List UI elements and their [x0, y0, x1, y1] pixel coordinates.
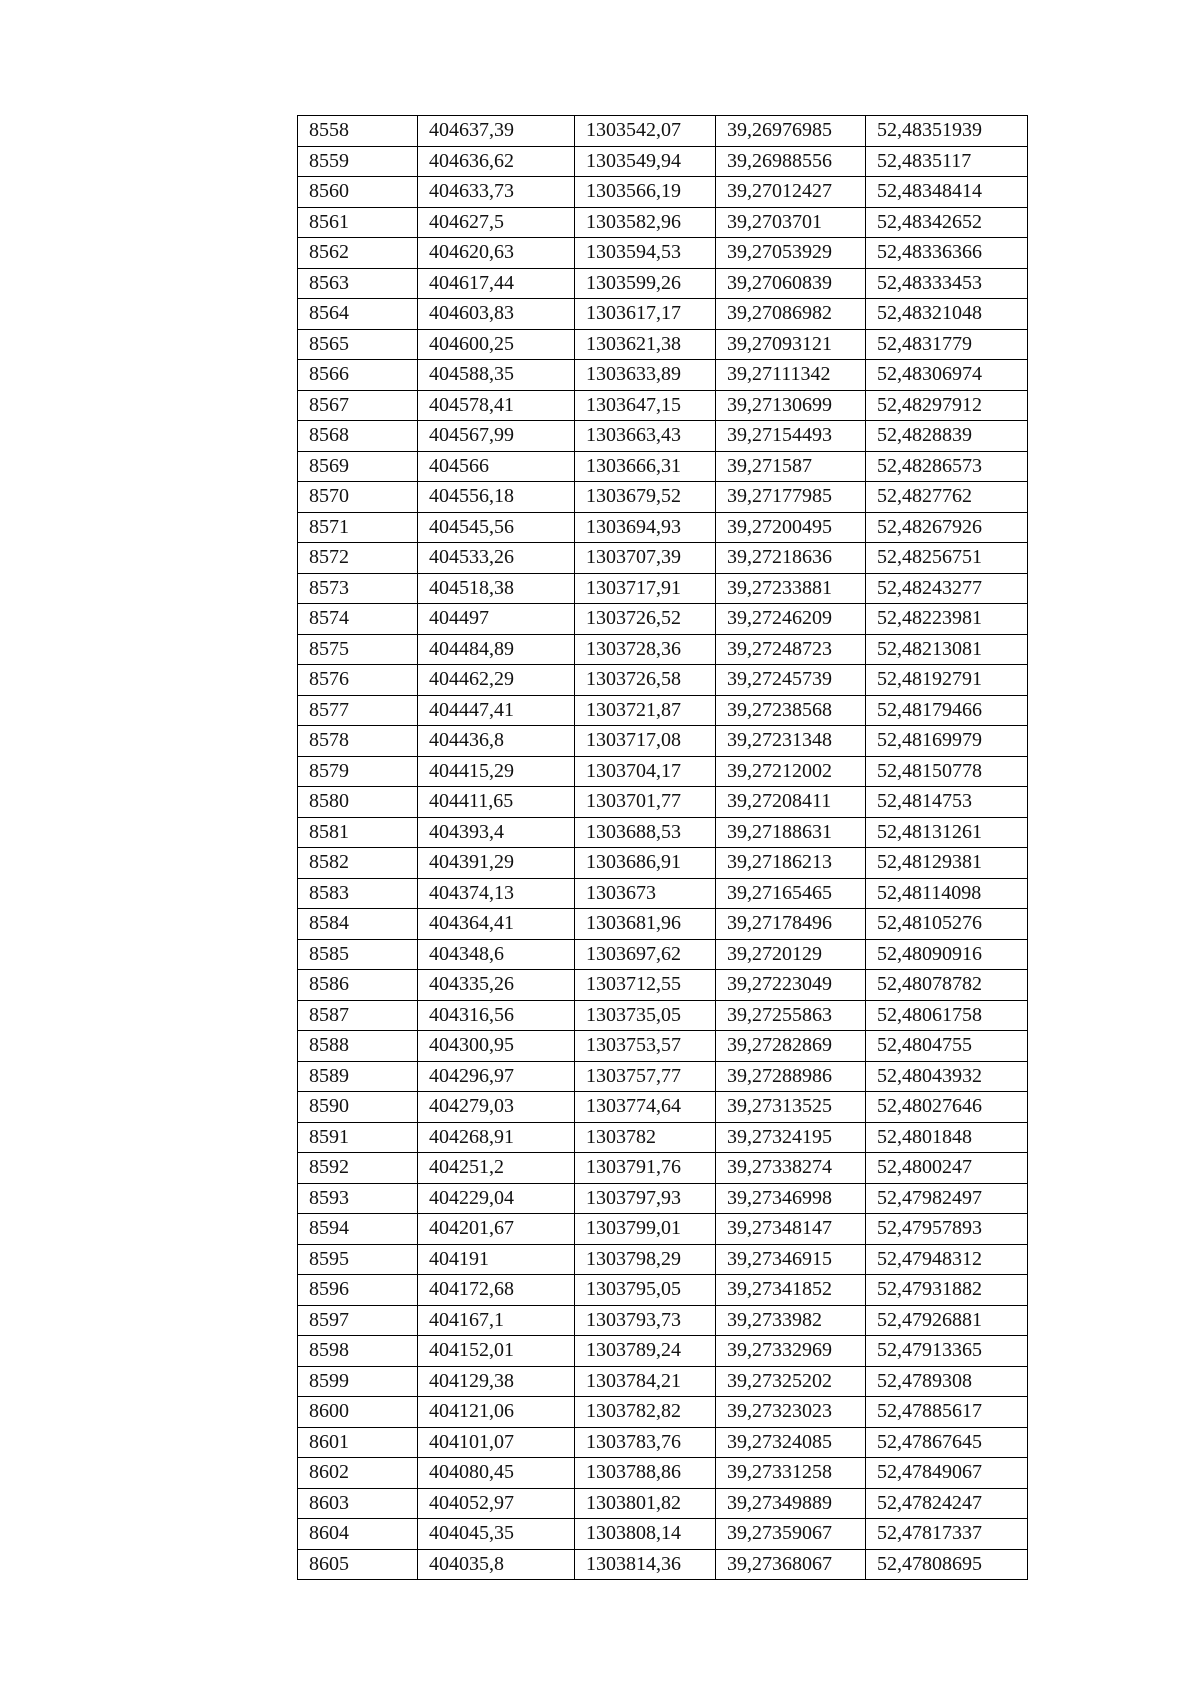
latitude-cell: 52,4814753 — [866, 787, 1028, 818]
y-coordinate-cell: 1303788,86 — [575, 1458, 716, 1489]
point-number-cell: 8576 — [298, 665, 418, 696]
longitude-cell: 39,27324085 — [716, 1427, 866, 1458]
latitude-cell: 52,48333453 — [866, 268, 1028, 299]
x-coordinate-cell: 404462,29 — [418, 665, 575, 696]
y-coordinate-cell: 1303621,38 — [575, 329, 716, 360]
table-row — [298, 970, 1028, 1001]
longitude-cell: 39,27218636 — [716, 543, 866, 574]
longitude-cell: 39,27325202 — [716, 1366, 866, 1397]
latitude-cell: 52,48306974 — [866, 360, 1028, 391]
y-coordinate-cell: 1303686,91 — [575, 848, 716, 879]
latitude-cell: 52,48348414 — [866, 177, 1028, 208]
latitude-cell: 52,48336366 — [866, 238, 1028, 269]
longitude-cell: 39,27246209 — [716, 604, 866, 635]
longitude-cell: 39,27060839 — [716, 268, 866, 299]
point-number-cell: 8594 — [298, 1214, 418, 1245]
y-coordinate-cell: 1303633,89 — [575, 360, 716, 391]
y-coordinate-cell: 1303617,17 — [575, 299, 716, 330]
table-row — [298, 1397, 1028, 1428]
latitude-cell: 52,47926881 — [866, 1305, 1028, 1336]
point-number-cell: 8563 — [298, 268, 418, 299]
table-row — [298, 390, 1028, 421]
latitude-cell: 52,4804755 — [866, 1031, 1028, 1062]
y-coordinate-cell: 1303789,24 — [575, 1336, 716, 1367]
point-number-cell: 8562 — [298, 238, 418, 269]
latitude-cell: 52,47885617 — [866, 1397, 1028, 1428]
longitude-cell: 39,27188631 — [716, 817, 866, 848]
latitude-cell: 52,47948312 — [866, 1244, 1028, 1275]
latitude-cell: 52,48090916 — [866, 939, 1028, 970]
latitude-cell: 52,4828839 — [866, 421, 1028, 452]
table-row — [298, 1427, 1028, 1458]
table-row — [298, 695, 1028, 726]
latitude-cell: 52,48267926 — [866, 512, 1028, 543]
x-coordinate-cell: 404484,89 — [418, 634, 575, 665]
point-number-cell: 8569 — [298, 451, 418, 482]
y-coordinate-cell: 1303726,58 — [575, 665, 716, 696]
latitude-cell: 52,48027646 — [866, 1092, 1028, 1123]
y-coordinate-cell: 1303795,05 — [575, 1275, 716, 1306]
x-coordinate-cell: 404052,97 — [418, 1488, 575, 1519]
longitude-cell: 39,27053929 — [716, 238, 866, 269]
latitude-cell: 52,48321048 — [866, 299, 1028, 330]
latitude-cell: 52,48213081 — [866, 634, 1028, 665]
point-number-cell: 8575 — [298, 634, 418, 665]
longitude-cell: 39,27338274 — [716, 1153, 866, 1184]
table-row — [298, 1031, 1028, 1062]
point-number-cell: 8591 — [298, 1122, 418, 1153]
x-coordinate-cell: 404201,67 — [418, 1214, 575, 1245]
x-coordinate-cell: 404497 — [418, 604, 575, 635]
y-coordinate-cell: 1303712,55 — [575, 970, 716, 1001]
longitude-cell: 39,27341852 — [716, 1275, 866, 1306]
latitude-cell: 52,47867645 — [866, 1427, 1028, 1458]
table-row — [298, 360, 1028, 391]
y-coordinate-cell: 1303673 — [575, 878, 716, 909]
latitude-cell: 52,48342652 — [866, 207, 1028, 238]
coordinates-table-body — [298, 116, 1028, 1580]
x-coordinate-cell: 404364,41 — [418, 909, 575, 940]
latitude-cell: 52,4831779 — [866, 329, 1028, 360]
y-coordinate-cell: 1303566,19 — [575, 177, 716, 208]
table-row — [298, 848, 1028, 879]
y-coordinate-cell: 1303701,77 — [575, 787, 716, 818]
latitude-cell: 52,48105276 — [866, 909, 1028, 940]
point-number-cell: 8581 — [298, 817, 418, 848]
longitude-cell: 39,27346998 — [716, 1183, 866, 1214]
table-row — [298, 421, 1028, 452]
x-coordinate-cell: 404545,56 — [418, 512, 575, 543]
point-number-cell: 8558 — [298, 116, 418, 147]
latitude-cell: 52,4789308 — [866, 1366, 1028, 1397]
longitude-cell: 39,27223049 — [716, 970, 866, 1001]
longitude-cell: 39,26988556 — [716, 146, 866, 177]
point-number-cell: 8573 — [298, 573, 418, 604]
longitude-cell: 39,27255863 — [716, 1000, 866, 1031]
x-coordinate-cell: 404637,39 — [418, 116, 575, 147]
longitude-cell: 39,2720129 — [716, 939, 866, 970]
x-coordinate-cell: 404436,8 — [418, 726, 575, 757]
longitude-cell: 39,27165465 — [716, 878, 866, 909]
longitude-cell: 39,27208411 — [716, 787, 866, 818]
latitude-cell: 52,47849067 — [866, 1458, 1028, 1489]
latitude-cell: 52,48243277 — [866, 573, 1028, 604]
latitude-cell: 52,48061758 — [866, 1000, 1028, 1031]
y-coordinate-cell: 1303784,21 — [575, 1366, 716, 1397]
y-coordinate-cell: 1303707,39 — [575, 543, 716, 574]
point-number-cell: 8592 — [298, 1153, 418, 1184]
point-number-cell: 8561 — [298, 207, 418, 238]
table-row — [298, 939, 1028, 970]
y-coordinate-cell: 1303647,15 — [575, 390, 716, 421]
y-coordinate-cell: 1303679,52 — [575, 482, 716, 513]
x-coordinate-cell: 404172,68 — [418, 1275, 575, 1306]
point-number-cell: 8560 — [298, 177, 418, 208]
point-number-cell: 8572 — [298, 543, 418, 574]
table-row — [298, 268, 1028, 299]
point-number-cell: 8604 — [298, 1519, 418, 1550]
table-row — [298, 1214, 1028, 1245]
table-row — [298, 1488, 1028, 1519]
point-number-cell: 8603 — [298, 1488, 418, 1519]
longitude-cell: 39,2733982 — [716, 1305, 866, 1336]
longitude-cell: 39,27186213 — [716, 848, 866, 879]
point-number-cell: 8582 — [298, 848, 418, 879]
longitude-cell: 39,27154493 — [716, 421, 866, 452]
x-coordinate-cell: 404035,8 — [418, 1549, 575, 1580]
table-row — [298, 146, 1028, 177]
x-coordinate-cell: 404300,95 — [418, 1031, 575, 1062]
x-coordinate-cell: 404518,38 — [418, 573, 575, 604]
point-number-cell: 8568 — [298, 421, 418, 452]
x-coordinate-cell: 404348,6 — [418, 939, 575, 970]
longitude-cell: 39,27238568 — [716, 695, 866, 726]
table-row — [298, 177, 1028, 208]
y-coordinate-cell: 1303717,08 — [575, 726, 716, 757]
longitude-cell: 39,27178496 — [716, 909, 866, 940]
y-coordinate-cell: 1303666,31 — [575, 451, 716, 482]
point-number-cell: 8589 — [298, 1061, 418, 1092]
point-number-cell: 8586 — [298, 970, 418, 1001]
longitude-cell: 39,27177985 — [716, 482, 866, 513]
y-coordinate-cell: 1303814,36 — [575, 1549, 716, 1580]
table-row — [298, 512, 1028, 543]
point-number-cell: 8593 — [298, 1183, 418, 1214]
x-coordinate-cell: 404191 — [418, 1244, 575, 1275]
x-coordinate-cell: 404411,65 — [418, 787, 575, 818]
x-coordinate-cell: 404229,04 — [418, 1183, 575, 1214]
table-row — [298, 573, 1028, 604]
x-coordinate-cell: 404101,07 — [418, 1427, 575, 1458]
table-row — [298, 1183, 1028, 1214]
latitude-cell: 52,48297912 — [866, 390, 1028, 421]
latitude-cell: 52,48114098 — [866, 878, 1028, 909]
point-number-cell: 8598 — [298, 1336, 418, 1367]
y-coordinate-cell: 1303688,53 — [575, 817, 716, 848]
y-coordinate-cell: 1303599,26 — [575, 268, 716, 299]
y-coordinate-cell: 1303798,29 — [575, 1244, 716, 1275]
table-row — [298, 299, 1028, 330]
table-row — [298, 1061, 1028, 1092]
x-coordinate-cell: 404617,44 — [418, 268, 575, 299]
point-number-cell: 8580 — [298, 787, 418, 818]
longitude-cell: 39,27359067 — [716, 1519, 866, 1550]
y-coordinate-cell: 1303735,05 — [575, 1000, 716, 1031]
x-coordinate-cell: 404391,29 — [418, 848, 575, 879]
latitude-cell: 52,48179466 — [866, 695, 1028, 726]
longitude-cell: 39,27111342 — [716, 360, 866, 391]
longitude-cell: 39,27231348 — [716, 726, 866, 757]
latitude-cell: 52,47982497 — [866, 1183, 1028, 1214]
y-coordinate-cell: 1303728,36 — [575, 634, 716, 665]
x-coordinate-cell: 404279,03 — [418, 1092, 575, 1123]
latitude-cell: 52,48223981 — [866, 604, 1028, 635]
x-coordinate-cell: 404296,97 — [418, 1061, 575, 1092]
point-number-cell: 8578 — [298, 726, 418, 757]
longitude-cell: 39,271587 — [716, 451, 866, 482]
point-number-cell: 8599 — [298, 1366, 418, 1397]
table-row — [298, 329, 1028, 360]
point-number-cell: 8605 — [298, 1549, 418, 1580]
point-number-cell: 8559 — [298, 146, 418, 177]
latitude-cell: 52,47808695 — [866, 1549, 1028, 1580]
x-coordinate-cell: 404620,63 — [418, 238, 575, 269]
longitude-cell: 39,27288986 — [716, 1061, 866, 1092]
longitude-cell: 39,27248723 — [716, 634, 866, 665]
latitude-cell: 52,48169979 — [866, 726, 1028, 757]
latitude-cell: 52,4801848 — [866, 1122, 1028, 1153]
table-row — [298, 878, 1028, 909]
x-coordinate-cell: 404578,41 — [418, 390, 575, 421]
y-coordinate-cell: 1303783,76 — [575, 1427, 716, 1458]
point-number-cell: 8567 — [298, 390, 418, 421]
y-coordinate-cell: 1303704,17 — [575, 756, 716, 787]
table-row — [298, 634, 1028, 665]
longitude-cell: 39,27012427 — [716, 177, 866, 208]
longitude-cell: 39,27200495 — [716, 512, 866, 543]
x-coordinate-cell: 404045,35 — [418, 1519, 575, 1550]
table-row — [298, 909, 1028, 940]
point-number-cell: 8571 — [298, 512, 418, 543]
longitude-cell: 39,2703701 — [716, 207, 866, 238]
y-coordinate-cell: 1303782,82 — [575, 1397, 716, 1428]
latitude-cell: 52,48351939 — [866, 116, 1028, 147]
longitude-cell: 39,27245739 — [716, 665, 866, 696]
table-row — [298, 756, 1028, 787]
latitude-cell: 52,47913365 — [866, 1336, 1028, 1367]
y-coordinate-cell: 1303694,93 — [575, 512, 716, 543]
point-number-cell: 8585 — [298, 939, 418, 970]
longitude-cell: 39,27368067 — [716, 1549, 866, 1580]
table-row — [298, 1092, 1028, 1123]
x-coordinate-cell: 404374,13 — [418, 878, 575, 909]
y-coordinate-cell: 1303774,64 — [575, 1092, 716, 1123]
x-coordinate-cell: 404121,06 — [418, 1397, 575, 1428]
table-row — [298, 1366, 1028, 1397]
coordinates-table — [297, 115, 1028, 1580]
longitude-cell: 39,27332969 — [716, 1336, 866, 1367]
x-coordinate-cell: 404567,99 — [418, 421, 575, 452]
x-coordinate-cell: 404633,73 — [418, 177, 575, 208]
x-coordinate-cell: 404556,18 — [418, 482, 575, 513]
point-number-cell: 8600 — [298, 1397, 418, 1428]
longitude-cell: 39,26976985 — [716, 116, 866, 147]
longitude-cell: 39,27313525 — [716, 1092, 866, 1123]
table-row — [298, 1122, 1028, 1153]
latitude-cell: 52,48150778 — [866, 756, 1028, 787]
x-coordinate-cell: 404335,26 — [418, 970, 575, 1001]
y-coordinate-cell: 1303797,93 — [575, 1183, 716, 1214]
latitude-cell: 52,48043932 — [866, 1061, 1028, 1092]
table-row — [298, 238, 1028, 269]
point-number-cell: 8577 — [298, 695, 418, 726]
point-number-cell: 8584 — [298, 909, 418, 940]
y-coordinate-cell: 1303808,14 — [575, 1519, 716, 1550]
x-coordinate-cell: 404447,41 — [418, 695, 575, 726]
table-row — [298, 1549, 1028, 1580]
latitude-cell: 52,48131261 — [866, 817, 1028, 848]
longitude-cell: 39,27349889 — [716, 1488, 866, 1519]
latitude-cell: 52,47817337 — [866, 1519, 1028, 1550]
point-number-cell: 8597 — [298, 1305, 418, 1336]
x-coordinate-cell: 404251,2 — [418, 1153, 575, 1184]
latitude-cell: 52,48286573 — [866, 451, 1028, 482]
point-number-cell: 8588 — [298, 1031, 418, 1062]
point-number-cell: 8579 — [298, 756, 418, 787]
table-row — [298, 1519, 1028, 1550]
x-coordinate-cell: 404129,38 — [418, 1366, 575, 1397]
longitude-cell: 39,27282869 — [716, 1031, 866, 1062]
point-number-cell: 8590 — [298, 1092, 418, 1123]
longitude-cell: 39,27233881 — [716, 573, 866, 604]
table-row — [298, 1000, 1028, 1031]
y-coordinate-cell: 1303681,96 — [575, 909, 716, 940]
x-coordinate-cell: 404268,91 — [418, 1122, 575, 1153]
y-coordinate-cell: 1303799,01 — [575, 1214, 716, 1245]
latitude-cell: 52,4800247 — [866, 1153, 1028, 1184]
longitude-cell: 39,27212002 — [716, 756, 866, 787]
x-coordinate-cell: 404152,01 — [418, 1336, 575, 1367]
table-row — [298, 543, 1028, 574]
point-number-cell: 8570 — [298, 482, 418, 513]
point-number-cell: 8583 — [298, 878, 418, 909]
y-coordinate-cell: 1303582,96 — [575, 207, 716, 238]
table-row — [298, 1244, 1028, 1275]
table-row — [298, 1458, 1028, 1489]
latitude-cell: 52,48078782 — [866, 970, 1028, 1001]
x-coordinate-cell: 404627,5 — [418, 207, 575, 238]
longitude-cell: 39,27348147 — [716, 1214, 866, 1245]
latitude-cell: 52,4827762 — [866, 482, 1028, 513]
y-coordinate-cell: 1303697,62 — [575, 939, 716, 970]
point-number-cell: 8574 — [298, 604, 418, 635]
y-coordinate-cell: 1303801,82 — [575, 1488, 716, 1519]
x-coordinate-cell: 404167,1 — [418, 1305, 575, 1336]
point-number-cell: 8566 — [298, 360, 418, 391]
latitude-cell: 52,48256751 — [866, 543, 1028, 574]
table-row — [298, 451, 1028, 482]
y-coordinate-cell: 1303793,73 — [575, 1305, 716, 1336]
x-coordinate-cell: 404393,4 — [418, 817, 575, 848]
x-coordinate-cell: 404566 — [418, 451, 575, 482]
longitude-cell: 39,27093121 — [716, 329, 866, 360]
y-coordinate-cell: 1303717,91 — [575, 573, 716, 604]
latitude-cell: 52,48192791 — [866, 665, 1028, 696]
table-row — [298, 726, 1028, 757]
latitude-cell: 52,47957893 — [866, 1214, 1028, 1245]
y-coordinate-cell: 1303721,87 — [575, 695, 716, 726]
table-row — [298, 116, 1028, 147]
x-coordinate-cell: 404415,29 — [418, 756, 575, 787]
table-row — [298, 1305, 1028, 1336]
x-coordinate-cell: 404533,26 — [418, 543, 575, 574]
point-number-cell: 8595 — [298, 1244, 418, 1275]
longitude-cell: 39,27323023 — [716, 1397, 866, 1428]
table-row — [298, 1153, 1028, 1184]
y-coordinate-cell: 1303663,43 — [575, 421, 716, 452]
x-coordinate-cell: 404636,62 — [418, 146, 575, 177]
x-coordinate-cell: 404603,83 — [418, 299, 575, 330]
y-coordinate-cell: 1303542,07 — [575, 116, 716, 147]
y-coordinate-cell: 1303549,94 — [575, 146, 716, 177]
longitude-cell: 39,27346915 — [716, 1244, 866, 1275]
x-coordinate-cell: 404316,56 — [418, 1000, 575, 1031]
y-coordinate-cell: 1303594,53 — [575, 238, 716, 269]
x-coordinate-cell: 404600,25 — [418, 329, 575, 360]
y-coordinate-cell: 1303753,57 — [575, 1031, 716, 1062]
point-number-cell: 8565 — [298, 329, 418, 360]
table-row — [298, 482, 1028, 513]
x-coordinate-cell: 404588,35 — [418, 360, 575, 391]
table-row — [298, 817, 1028, 848]
latitude-cell: 52,47931882 — [866, 1275, 1028, 1306]
point-number-cell: 8564 — [298, 299, 418, 330]
point-number-cell: 8602 — [298, 1458, 418, 1489]
latitude-cell: 52,4835117 — [866, 146, 1028, 177]
latitude-cell: 52,47824247 — [866, 1488, 1028, 1519]
x-coordinate-cell: 404080,45 — [418, 1458, 575, 1489]
longitude-cell: 39,27086982 — [716, 299, 866, 330]
y-coordinate-cell: 1303757,77 — [575, 1061, 716, 1092]
y-coordinate-cell: 1303791,76 — [575, 1153, 716, 1184]
table-row — [298, 787, 1028, 818]
latitude-cell: 52,48129381 — [866, 848, 1028, 879]
point-number-cell: 8587 — [298, 1000, 418, 1031]
point-number-cell: 8596 — [298, 1275, 418, 1306]
table-row — [298, 1275, 1028, 1306]
longitude-cell: 39,27324195 — [716, 1122, 866, 1153]
table-row — [298, 665, 1028, 696]
longitude-cell: 39,27130699 — [716, 390, 866, 421]
table-row — [298, 207, 1028, 238]
point-number-cell: 8601 — [298, 1427, 418, 1458]
table-row — [298, 604, 1028, 635]
y-coordinate-cell: 1303782 — [575, 1122, 716, 1153]
table-row — [298, 1336, 1028, 1367]
y-coordinate-cell: 1303726,52 — [575, 604, 716, 635]
longitude-cell: 39,27331258 — [716, 1458, 866, 1489]
